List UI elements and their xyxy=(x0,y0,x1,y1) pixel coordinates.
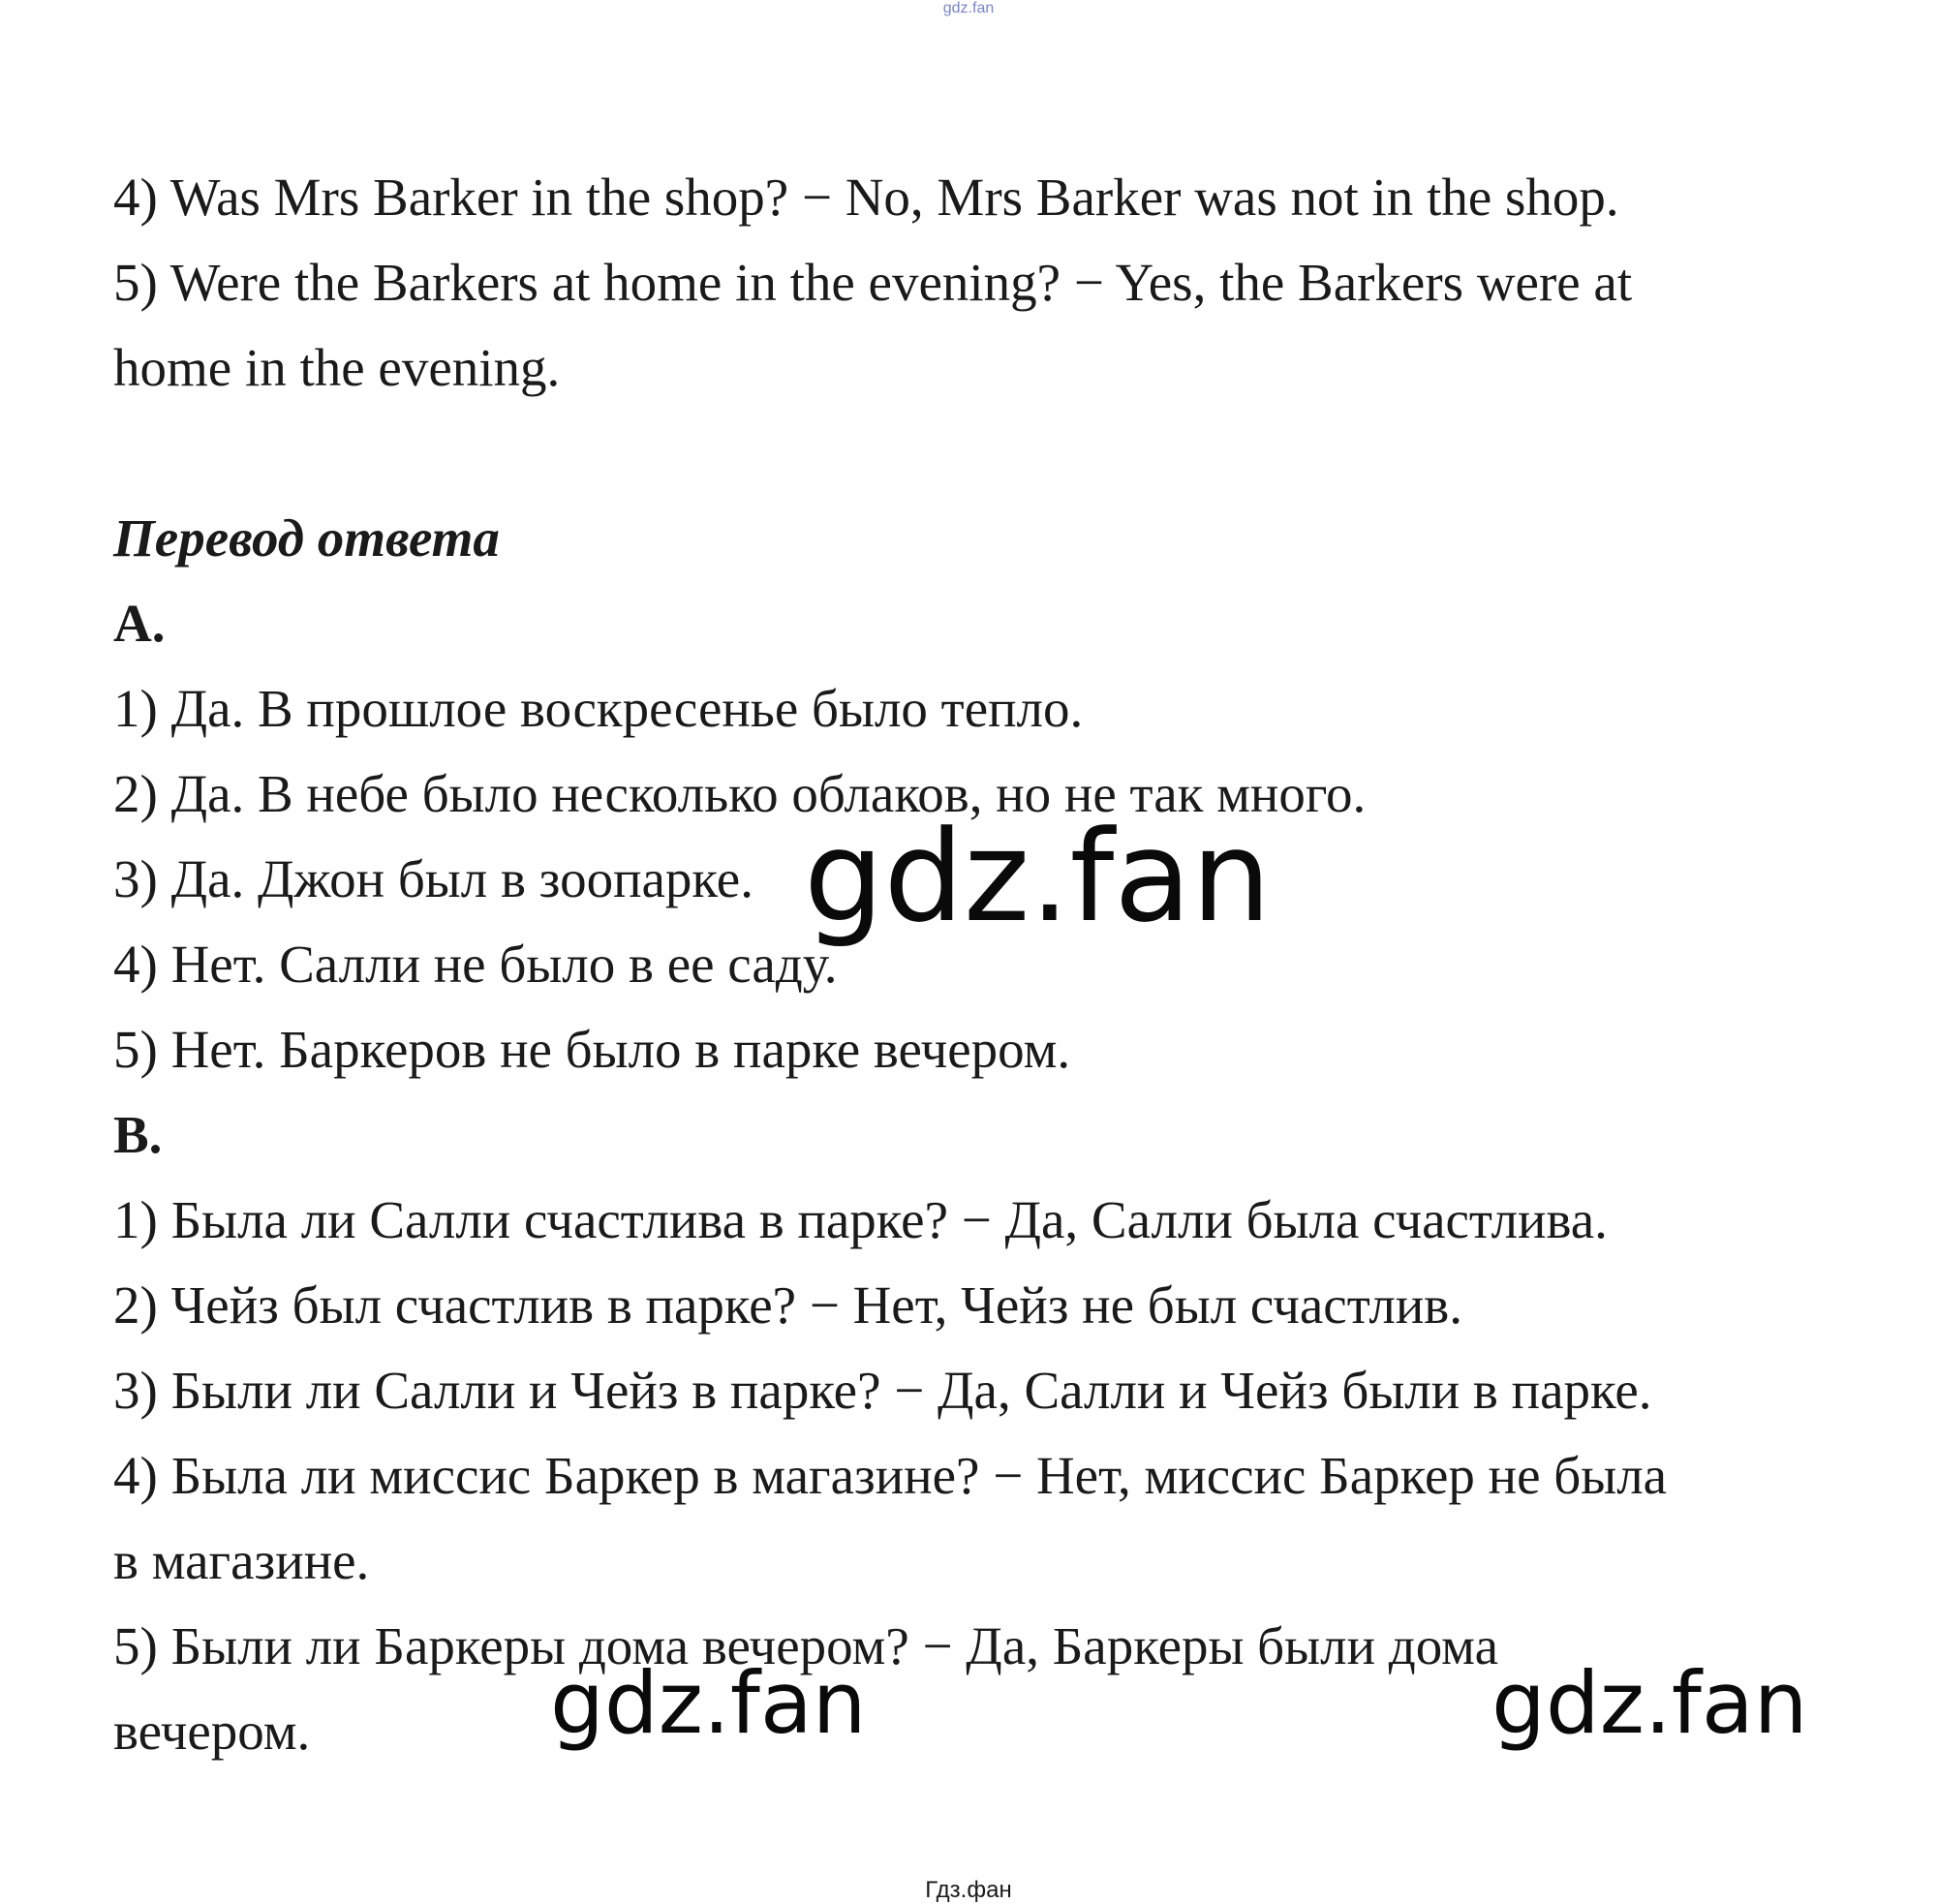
section-a-item-4: 4) Нет. Салли не было в ее саду. xyxy=(113,935,838,994)
section-b-item-1: 1) Была ли Салли счастлива в парке? − Да, Салли была счастлива. xyxy=(113,1190,1608,1249)
site-mark-top: gdz.fan xyxy=(942,0,995,16)
english-answer-5-line-2: home in the evening. xyxy=(113,338,561,397)
translation-heading: Перевод ответа xyxy=(113,508,500,568)
section-a-item-1: 1) Да. В прошлое воскресенье было тепло. xyxy=(113,679,1084,738)
section-b-item-4-line-1: 4) Была ли миссис Баркер в магазине? − Нет, миссис Баркер не была xyxy=(113,1446,1668,1505)
section-a-label: A. xyxy=(113,594,166,653)
watermark-bottom-left: gdz.fan xyxy=(550,1653,867,1753)
english-answer-4: 4) Was Mrs Barker in the shop? − No, Mrs Barker was not in the shop. xyxy=(113,168,1619,227)
section-a-item-5: 5) Нет. Баркеров не было в парке вечером. xyxy=(113,1020,1071,1079)
section-a-item-3: 3) Да. Джон был в зоопарке. xyxy=(113,849,753,908)
section-b-label: B. xyxy=(113,1105,163,1164)
section-b-item-3: 3) Были ли Салли и Чейз в парке? − Да, Салли и Чейз были в парке. xyxy=(113,1361,1652,1420)
english-answer-5-line-1: 5) Were the Barkers at home in the evening? − Yes, the Barkers were at xyxy=(113,253,1633,312)
section-b-item-5-line-2: вечером. xyxy=(113,1702,311,1761)
section-a-item-2: 2) Да. В небе было несколько облаков, но не так много. xyxy=(113,764,1367,823)
section-b-item-2: 2) Чейз был счастлив в парке? − Нет, Чейз не был счастлив. xyxy=(113,1275,1462,1335)
watermark-bottom-right: gdz.fan xyxy=(1491,1653,1808,1753)
section-b-item-4-line-2: в магазине. xyxy=(113,1531,370,1590)
watermark-middle: gdz.fan xyxy=(804,803,1272,950)
section-b-item-5-line-1: 5) Были ли Баркеры дома вечером? − Да, Баркеры были дома xyxy=(113,1616,1499,1675)
page-footer: Гдз.фан xyxy=(925,1877,1012,1903)
